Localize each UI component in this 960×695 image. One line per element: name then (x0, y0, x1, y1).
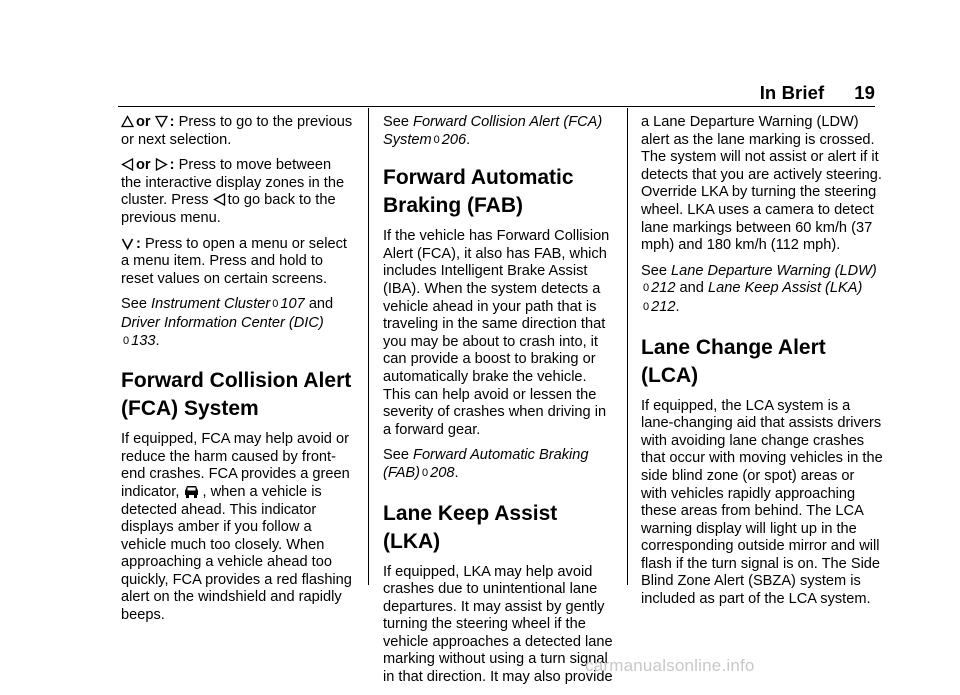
watermark: carmanualsonline.info (585, 656, 755, 675)
page-header (760, 82, 875, 104)
heading-lka: Lane Keep Assist (LKA) (383, 501, 558, 553)
column-divider-2 (627, 108, 628, 585)
triangle-up-outline-icon (121, 115, 134, 128)
column-1 (121, 108, 353, 633)
column-divider-1 (368, 108, 369, 585)
link-dic[interactable]: Driver Information Center (DIC) (121, 314, 324, 331)
page-ref-212a[interactable]: 212 (651, 280, 676, 297)
paragraph-see-fca: See Forward Collision Alert (FCA) System 0 206. (383, 114, 603, 148)
paragraph-see-cluster: See Instrument Cluster 0 107 and Driver Information Center (DIC) 0 133. (121, 296, 334, 349)
heading-lca: Lane Change Alert (LCA) (641, 335, 826, 387)
page-ref-206[interactable]: 206 (441, 131, 467, 148)
column-2 (383, 108, 615, 695)
link-ldw[interactable]: Lane Departure Warning (LDW) (671, 262, 877, 279)
page-ref-107[interactable]: 107 (280, 296, 305, 313)
heading-fab: Forward Automatic Braking (FAB) (383, 166, 574, 218)
heading-fca: Forward Collision Alert (FCA) System (121, 369, 352, 421)
link-lka[interactable]: Lane Keep Assist (LKA) (707, 280, 863, 297)
triangle-left-outline-icon (121, 158, 134, 171)
page-ref-208[interactable]: 208 (430, 464, 455, 481)
column-3 (641, 108, 883, 617)
link-fca[interactable]: Forward Collision Alert (FCA) System (383, 114, 603, 148)
link-fab[interactable]: Forward Automatic Braking (FAB) (383, 447, 589, 481)
page-ref-212b[interactable]: 212 (651, 298, 676, 315)
paragraph-lka: If equipped, LKA may help avoid crashes due to unintentional lane departures. It may assist by gently turning the steering wheel if the vehicle approaches a detected lane marking without using a turn signal in that direction. It may also provide (383, 563, 613, 686)
page-ref-133[interactable]: 133 (131, 332, 156, 349)
paragraph-lca: If equipped, the LCA system is a lane-changing aid that assists drivers with avoiding lane change crashes that occur with moving vehicles in the side blind zone (or spot) areas or with vehicles rapidly approaching these areas from behind. The LCA warning display will light up in the corresponding outside mirror and will flash if the turn signal is on. The Side Blind Zone Alert (SBZA) system is included as part of the LCA system. (641, 397, 883, 608)
paragraph-up-down: or : Press to go to the previous or next selection. (121, 114, 353, 148)
link-instrument-cluster[interactable]: Instrument Cluster (151, 296, 271, 313)
paragraph-see-ldw: See Lane Departure Warning (LDW) 0 212 and Lane Keep Assist (LKA) 0 212. (641, 262, 877, 315)
triangle-down-outline-icon (155, 115, 168, 128)
checkmark-icon (121, 237, 134, 250)
paragraph-fca: If equipped, FCA may help avoid or reduce the harm caused by front-end crashes. FCA provides a green indicator, , when a vehicle is detected ahead. This indicator displays amber if you follow a vehicle much too closely. When approaching a vehicle ahead too quickly, FCA provides a red flashing alert on the windshield and rapidly beeps. (121, 431, 352, 624)
paragraph-fab: If the vehicle has Forward Collision Alert (FCA), it also has FAB, which includes Intelligent Brake Assist (IBA). When the system detects a vehicle ahead in your path that is traveling in the same direction that you may be about to crash into, it can provide a boost to braking or automatically brake the vehicle. This can help avoid or lessen the severity of crashes when driving in a forward gear. (383, 228, 610, 438)
paragraph-see-fab: See Forward Automatic Braking (FAB) 0 208. (383, 447, 589, 481)
triangle-right-outline-icon (155, 158, 168, 171)
paragraph-left-right: or : Press to move between the interactive display zones in the cluster. Press to go back to the previous menu. (121, 157, 345, 226)
paragraph-select: : Press to open a menu or select a menu item. Press and hold to reset values on certain screens. (121, 235, 347, 287)
paragraph-ldw: a Lane Departure Warning (LDW) alert as the lane marking is crossed. The system will not assist or alert if it detects that you are actively steering. Override LKA by turning the steering wheel. LKA uses a camera to detect lane markings between 60 km/h (37 mph) and 180 km/h (112 mph). (641, 114, 882, 254)
section-title: In Brief (759, 82, 825, 103)
triangle-left-outline-icon (213, 193, 226, 206)
header-rule (118, 106, 875, 107)
vehicle-ahead-icon (183, 484, 200, 498)
page-number: 19 (854, 82, 875, 103)
